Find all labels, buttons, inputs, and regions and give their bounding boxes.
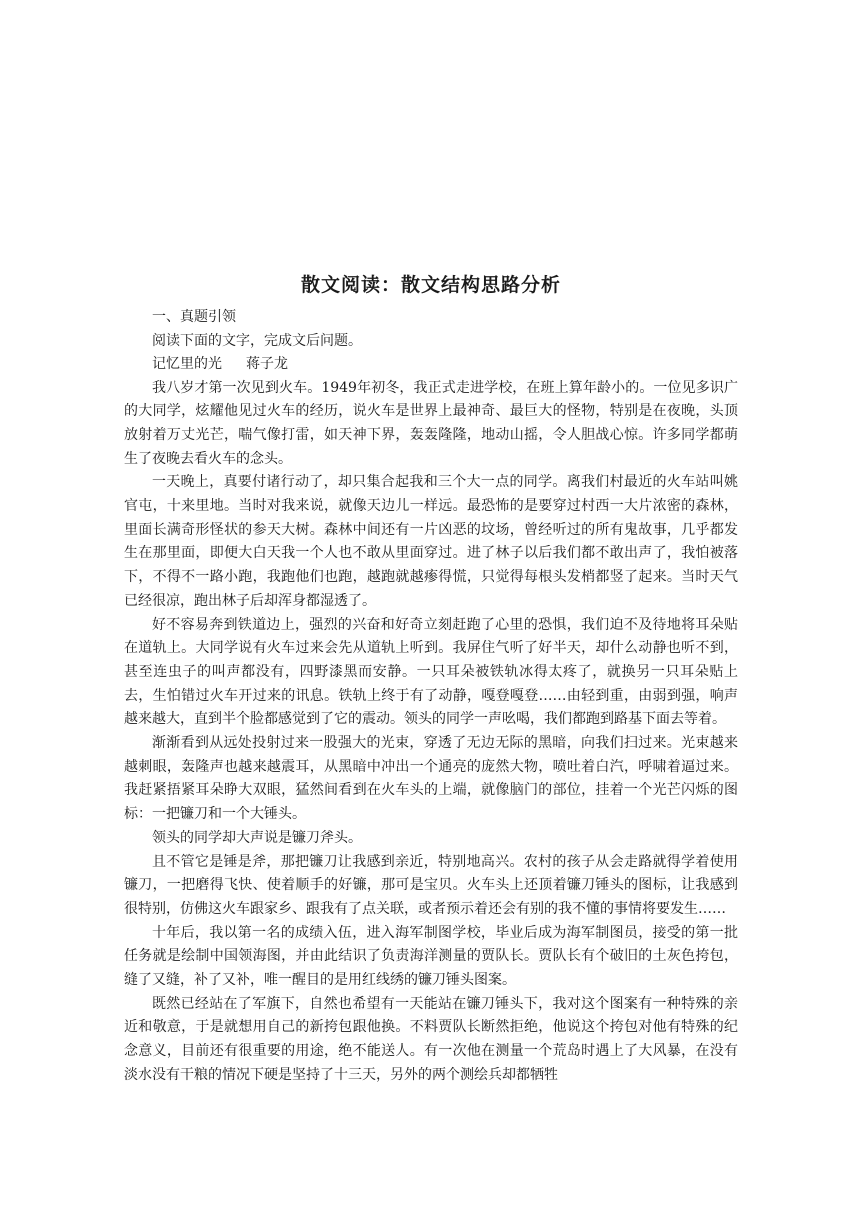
document-title: 散文阅读：散文结构思路分析 [300,274,561,296]
document-page [124,270,738,1088]
paragraph-6: 且不管它是锤是斧，那把镰刀让我感到亲近，特别地高兴。农村的孩子从会走路就得学着使用镰刀，一把磨得飞快、使着顺手的好镰，那可是宝贝。火车头上还顶着镰刀锤头的图标，让我感到很特别，仿佛这火车跟家乡、跟我有了点关联，或者预示着还会有别的我不懂的事情将要发生…… [124,853,738,917]
paragraph-5: 领头的同学却大声说是镰刀斧头。 [152,829,362,846]
paragraph-1: 我八岁才第一次见到火车。1949年初冬，我正式走进学校，在班上算年龄小的。一位见多识广的大同学，炫耀他见过火车的经历，说火车是世界上最神奇、最巨大的怪物，特别是在夜晚，头顶放射着万丈光芒，喘气像打雷，如天神下界，轰轰隆隆，地动山摇，令人胆战心惊。许多同学都萌生了夜晚去看火车的念头。 [124,379,738,467]
section-heading: 一、真题引领 [152,309,236,325]
essay-byline [124,353,738,377]
paragraph-3: 好不容易奔到铁道边上，强烈的兴奋和好奇立刻赶跑了心里的恐惧，我们迫不及待地将耳朵贴在道轨上。大同学说有火车过来会先从道轨上听到。我屏住气听了好半天，却什么动静也听不到，甚至连虫子的叫声都没有，四野漆黑而安静。一只耳朵被铁轨冰得太疼了，就换另一只耳朵贴上去，生怕错过火车开过来的讯息。铁轨上终于有了动静，嘎登嘎登……由轻到重，由弱到强，响声越来越大，直到半个脸都感觉到了它的震动。领头的同学一声吆喝，我们都跑到路基下面去等着。 [124,616,738,728]
reading-instruction: 阅读下面的文字，完成文后问题。 [152,332,362,349]
paragraph-7: 十年后，我以第一名的成绩入伍，进入海军制图学校，毕业后成为海军制图员，接受的第一批任务就是绘制中国领海图，并由此结识了负责海洋测量的贾队长。贾队长有个破旧的土灰色挎包，缝了又缝，补了又补，唯一醒目的是用红线绣的镰刀锤头图案。 [124,924,738,989]
essay-title: 记忆里的光 [152,356,222,372]
paragraph-4: 渐渐看到从远处投射过来一股强大的光束，穿透了无边无际的黑暗，向我们扫过来。光束越来越刺眼，轰隆声也越来越震耳，从黑暗中冲出一个通亮的庞然大物，喷吐着白汽，呼啸着逼过来。我赶紧捂紧耳朵睁大双眼，猛然间看到在火车头的上端，就像脑门的部位，挂着一个光芒闪烁的图标：一把镰刀和一个大锤头。 [124,735,738,823]
paragraph-2: 一天晚上，真要付诸行动了，却只集合起我和三个大一点的同学。离我们村最近的火车站叫姚官屯，十来里地。当时对我来说，就像天边儿一样远。最恐怖的是要穿过村西一大片浓密的森林，里面长满奇形怪状的参天大树。森林中间还有一片凶恶的坟场，曾经听过的所有鬼故事，几乎都发生在那里面，即便大白天我一个人也不敢从里面穿过。进了林子以后我们都不敢出声了，我怕被落下，不得不一路小跑，我跑他们也跑，越跑就越瘆得慌，只觉得每根头发梢都竖了起来。当时天气已经很凉，跑出林子后却浑身都湿透了。 [124,474,738,609]
essay-author: 蒋子龙 [246,356,288,372]
paragraph-8: 既然已经站在了军旗下，自然也希望有一天能站在镰刀锤头下，我对这个图案有一种特殊的亲近和敬意，于是就想用自己的新挎包跟他换。不料贾队长断然拒绝，他说这个挎包对他有特殊的纪念意义，目前还有很重要的用途，绝不能送人。有一次他在测量一个荒岛时遇上了大风暴，在没有淡水没有干粮的情况下硬是坚持了十三天，另外的两个测绘兵却都牺牲 [124,995,738,1083]
